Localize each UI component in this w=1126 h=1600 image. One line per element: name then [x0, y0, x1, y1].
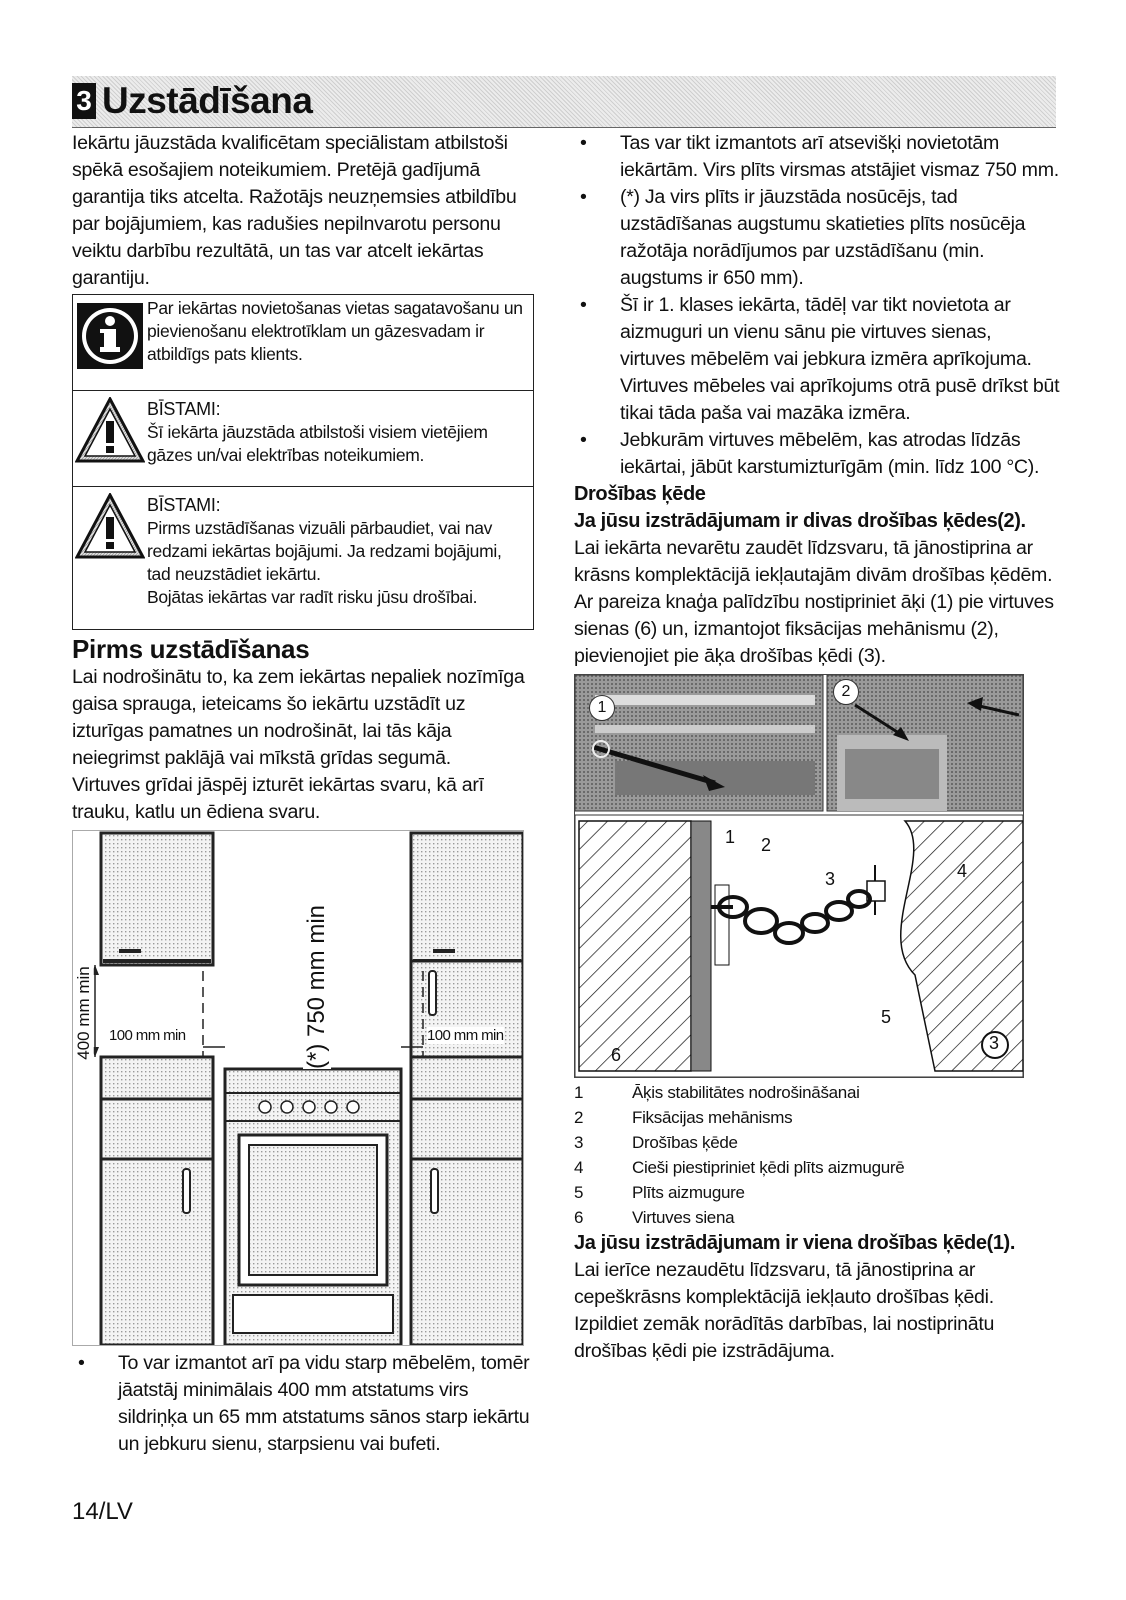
drawing-label-2: 2 — [761, 835, 772, 855]
warning-2-text: Pirms uzstādīšanas vizuāli pārbaudiet, vai nav redzami iekārtas bojājumi. Ja redzami bojājumi, tad neuzstādiet iekārtu. — [147, 518, 502, 584]
warning-2-content — [147, 487, 533, 613]
legend-item: 3 Drošības ķēde — [574, 1133, 738, 1152]
bullet-heat-resistant: • Jebkurām virtuves mēbelēm, kas atrodas līdzās iekārtai, jābūt karstumizturīgām (min. līdz 100 °C). — [580, 429, 1040, 478]
info-icon — [73, 295, 147, 369]
legend-item: 6 Virtuves siena — [574, 1208, 735, 1227]
warning-2-title: BĪSTAMI: — [147, 495, 221, 515]
paragraph-floor: Lai nodrošinātu to, ka zem iekārtas nepaliek nozīmīga gaisa sprauga, ieteicams šo iekārtu uzstādīt uz izturīgas pamatnes un nodrošināt, lai tās kāja neiegrimst paklājā vai mīkstā grīdas segumā. — [72, 666, 525, 769]
kitchen-clearance-diagram — [72, 830, 524, 1346]
drawing-label-1: 1 — [725, 827, 736, 847]
warning-1-title: BĪSTAMI: — [147, 398, 221, 419]
drawing-label-6: 6 — [611, 1045, 622, 1065]
paragraph-floor-weight: Virtuves grīdai jāspēj izturēt iekārtas svaru, kā arī trauku, katlu un ēdiena svaru. — [72, 774, 484, 823]
warning-1-text: Šī iekārta jāuzstāda atbilstoši visiem vietējiem gāzes un/vai elektrības noteikumiem. — [147, 421, 488, 465]
warning-1-content — [147, 391, 533, 471]
drawing-label-5: 5 — [881, 1007, 892, 1027]
legend-item: 2 Fiksācijas mehānisms — [574, 1108, 793, 1127]
legend-item: 4 Cieši piestipriniet ķēdi plīts aizmugurē — [574, 1158, 905, 1177]
section-header — [72, 76, 1056, 128]
page-number: 14/LV — [72, 1498, 133, 1525]
right-column — [574, 130, 1060, 1365]
label-400mm: 400 mm min — [73, 966, 93, 1060]
safety-chain-heading: Drošības ķēde — [574, 483, 706, 505]
section-title: Uzstādīšana — [102, 80, 313, 121]
one-chain-paragraph: Lai ierīce nezaudētu līdzsvaru, tā jānostiprina ar cepeškrāsns komplektācijā iekļauto drošības ķēdi. Izpildiet zemāk norādītās darbības, lai nostiprinātu drošības ķēdi pie izstrādājuma. — [574, 1259, 995, 1362]
intro-paragraph: Iekārtu jāuzstāda kvalificētam speciālistam atbilstoši spēkā esošajiem noteikumiem. Pretējā gadījumā garantija tiks atcelta. Ražotājs neuzņemsies atbildību par bojājumiem, kas radušies nepilnvarotu personu veiktu darbību rezultātā, un tas var atcelt iekārtas garantiju. — [72, 132, 517, 289]
one-chain-heading: Ja jūsu izstrādājumam ir viena drošības ķēde(1). — [574, 1232, 1015, 1254]
bullet-freestanding: • Tas var tikt izmantots arī atsevišķi novietotām iekārtām. Virs plīts virsmas atstājiet vismaz 750 mm. — [580, 132, 1059, 181]
two-chains-paragraph: Lai iekārta nevarētu zaudēt līdzsvaru, tā jānostiprina ar krāsns komplektācijā iekļautajām divām drošības ķēdēm. — [574, 537, 1053, 586]
figure-legend — [574, 1080, 1060, 1230]
label-100mm-left: 100 mm min — [109, 1027, 186, 1044]
heading-before-installation: Pirms uzstādīšanas — [72, 634, 310, 664]
label-100mm-right: 100 mm min — [427, 1027, 504, 1044]
info-note-box — [72, 294, 534, 391]
warning-triangle-icon — [73, 487, 147, 559]
legend-item: 5 Plīts aizmugure — [574, 1183, 745, 1202]
info-note-text: Par iekārtas novietošanas vietas sagatavošanu un pievienošanu elektrotīklam un gāzesvadam ir atbildīgs pats klients. — [147, 298, 523, 364]
warning-triangle-icon — [73, 391, 147, 463]
warning-2-text-2: Bojātas iekārtas var radīt risku jūsu drošībai. — [147, 587, 478, 607]
left-column — [72, 130, 534, 1458]
drawing-label-4: 4 — [957, 861, 968, 881]
photo-label-2: 2 — [833, 679, 859, 705]
bullet-middle-placement: • To var izmantot arī pa vidu starp mēbelēm, tomēr jāatstāj minimālais 400 mm atstatums virs sildriņķa un 65 mm atstatums sānos starp iekārtu un jebkuru sienu, starpsienu vai bufeti. — [78, 1352, 530, 1455]
two-chains-heading: Ja jūsu izstrādājumam ir divas drošības ķēdes(2). — [574, 510, 1026, 532]
warning-box-2 — [72, 486, 534, 630]
drawing-label-3: 3 — [825, 869, 836, 889]
hook-paragraph: Ar pareiza knaģa palīdzību nostipriniet āķi (1) pie virtuves sienas (6) un, izmantojot fiksācijas mehānismu (2), pievienojiet pie āķa drošības ķēdi (3). — [574, 591, 1054, 667]
photo-label-1: 1 — [589, 695, 615, 721]
drawing-label-circled-3: 3 — [989, 1033, 1000, 1053]
bullet-hood: • (*) Ja virs plīts ir jāuzstāda nosūcējs, tad uzstādīšanas augstumu skatieties plīts nosūcēja ražotāja norādījumos par uzstādīšanu (min. augstums ir 650 mm). — [580, 186, 1026, 289]
warning-box-1 — [72, 390, 534, 488]
section-number: 3 — [72, 83, 96, 119]
safety-chain-figure — [574, 674, 1024, 1078]
label-750mm: (*) 750 mm min — [303, 904, 331, 1070]
bullet-class-1: • Šī ir 1. klases iekārta, tādēļ var tikt novietota ar aizmuguri un vienu sānu pie virtuves sienas, virtuves mēbelēm vai jebkura izmēra aprīkojuma. Virtuves mēbeles vai aprīkojums otrā pusē drīkst būt tikai tāda paša vai mazāka izmēra. — [580, 294, 1060, 424]
legend-item: 1 Āķis stabilitātes nodrošināšanai — [574, 1083, 860, 1102]
